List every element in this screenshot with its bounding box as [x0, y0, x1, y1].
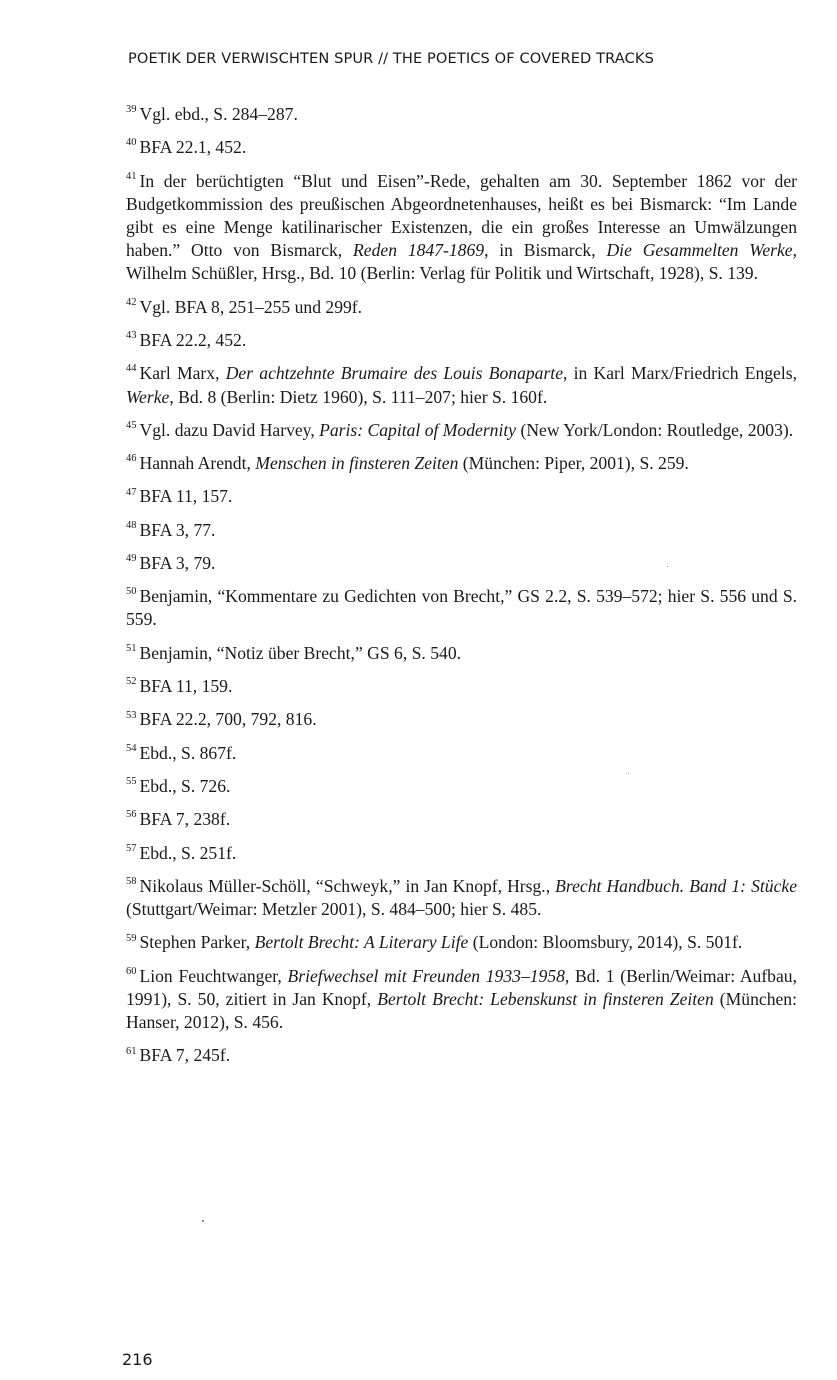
footnote-title: Menschen in finsteren Zeiten	[255, 453, 459, 474]
footnote-text: BFA 7, 238f.	[139, 809, 231, 830]
footnote-60	[126, 965, 797, 1035]
footnote-text: , Bd. 8 (Berlin: Dietz 1960), S. 111–207; hier S. 160f.	[169, 386, 548, 407]
footnote-title: Die Gesammelten Werke,	[606, 240, 798, 261]
running-head: POETIK DER VERWISCHTEN SPUR // THE POETICS OF COVERED TRACKS	[128, 50, 654, 67]
footnote-41	[126, 170, 797, 286]
footnote-40	[126, 136, 797, 159]
footnote-number: 56	[126, 809, 137, 821]
footnote-number: 51	[126, 642, 137, 654]
footnote-text: (London: Bloomsbury, 2014), S. 501f.	[468, 932, 743, 953]
footnote-text: Vgl. dazu David Harvey,	[139, 419, 320, 440]
footnote-text: Benjamin, “Notiz über Brecht,” GS 6, S. 540.	[139, 642, 462, 663]
footnote-47	[126, 485, 797, 508]
footnote-number: 47	[126, 486, 137, 498]
footnote-title: Brecht Handbuch. Band 1: Stücke	[555, 875, 797, 896]
footnote-49	[126, 552, 797, 575]
footnote-number: 55	[126, 776, 137, 788]
footnote-title: Briefwechsel mit Freunden 1933–1958,	[287, 965, 570, 986]
scan-speck	[202, 1220, 204, 1222]
scan-speck	[628, 773, 629, 774]
footnote-43	[126, 329, 797, 352]
footnote-number: 40	[126, 137, 137, 149]
footnote-text: BFA 22.1, 452.	[139, 137, 247, 158]
footnote-text: Karl Marx,	[139, 363, 226, 384]
footnote-50	[126, 585, 797, 631]
footnote-44	[126, 362, 797, 408]
footnote-text: (New York/London: Routledge, 2003).	[516, 419, 794, 440]
footnote-text: Benjamin, “Kommentare zu Gedichten von Brecht,” GS 2.2, S. 539–572; hier S. 556 und S. 559.	[126, 586, 797, 630]
footnote-number: 57	[126, 842, 137, 854]
footnote-title: Paris: Capital of Modernity	[319, 419, 517, 440]
footnote-title: Werke	[126, 386, 170, 407]
footnote-text: Hannah Arendt,	[139, 453, 256, 474]
footnote-39	[126, 103, 797, 126]
footnote-text: BFA 3, 79.	[139, 552, 216, 573]
footnote-number: 43	[126, 330, 137, 342]
footnote-61	[126, 1044, 797, 1067]
scan-speck	[667, 566, 668, 567]
footnote-number: 44	[126, 363, 137, 375]
footnote-title: Der achtzehnte Brumaire des Louis Bonaparte	[225, 363, 564, 384]
footnote-title: Reden 1847-1869	[353, 240, 485, 261]
footnote-45	[126, 419, 797, 442]
footnote-number: 42	[126, 296, 137, 308]
footnote-number: 50	[126, 586, 137, 598]
footnote-number: 53	[126, 709, 137, 721]
footnote-text: (München: Piper, 2001), S. 259.	[458, 453, 689, 474]
footnote-text: , in Karl Marx/Friedrich Engels,	[563, 363, 797, 384]
footnote-number: 61	[126, 1045, 137, 1057]
footnote-51	[126, 642, 797, 665]
footnote-54	[126, 742, 797, 765]
footnote-number: 39	[126, 104, 137, 116]
footnotes-list	[126, 103, 797, 1078]
footnote-number: 59	[126, 932, 137, 944]
footnote-text: Vgl. BFA 8, 251–255 und 299f.	[139, 296, 363, 317]
footnote-56	[126, 808, 797, 831]
footnote-58	[126, 875, 797, 921]
footnote-42	[126, 296, 797, 319]
footnote-text: Bd. 1 (Berlin/Weimar: Aufbau, 1991), S. 50, zitiert in Jan Knopf,	[126, 965, 797, 1009]
footnote-52	[126, 675, 797, 698]
footnote-number: 45	[126, 419, 137, 431]
footnote-text: In der berüchtigten “Blut und Eisen”-Rede, gehalten am 30. September 1862 vor der Budgetkommission des preußischen Abgeordnetenhauses, heißt es bei Bismarck: “Im Lande gibt es eine Menge katilinarischer Existenzen, die ein großes Interesse an Umwälzungen haben.” Otto von Bismarck,	[126, 170, 797, 261]
footnote-text: (München: Hanser, 2012), S. 456.	[126, 988, 797, 1033]
footnote-text: Ebd., S. 726.	[139, 775, 231, 796]
footnote-number: 49	[126, 553, 137, 565]
footnote-number: 41	[126, 170, 137, 182]
footnote-number: 54	[126, 742, 137, 754]
footnote-title: Bertolt Brecht: A Literary Life	[254, 932, 469, 953]
footnote-text: BFA 3, 77.	[139, 519, 216, 540]
footnote-title: Bertolt Brecht: Lebenskunst in finsteren Zeiten	[377, 988, 714, 1009]
footnote-55	[126, 775, 797, 798]
footnote-46	[126, 452, 797, 475]
footnote-57	[126, 842, 797, 865]
page-number: 216	[122, 1350, 153, 1369]
footnote-text: Ebd., S. 251f.	[139, 842, 237, 863]
footnote-text: BFA 7, 245f.	[139, 1045, 231, 1066]
footnote-text: Nikolaus Müller-Schöll, “Schweyk,” in Jan Knopf, Hrsg.,	[139, 875, 556, 896]
footnote-text: BFA 11, 159.	[139, 676, 233, 697]
footnote-text: Wilhelm Schüßler, Hrsg., Bd. 10 (Berlin: Verlag für Politik und Wirtschaft, 1928), S. 139.	[126, 263, 758, 284]
footnote-text: Stephen Parker,	[139, 932, 255, 953]
footnote-text: BFA 22.2, 700, 792, 816.	[139, 709, 317, 730]
footnote-text: , in Bismarck,	[484, 240, 607, 261]
footnote-text: Lion Feuchtwanger,	[139, 965, 288, 986]
footnote-48	[126, 519, 797, 542]
footnote-text: BFA 11, 157.	[139, 486, 233, 507]
footnote-text: Ebd., S. 867f.	[139, 742, 237, 763]
footnote-number: 48	[126, 519, 137, 531]
footnote-number: 58	[126, 876, 137, 887]
footnote-59	[126, 931, 797, 954]
footnote-number: 60	[126, 965, 137, 977]
footnote-number: 46	[126, 453, 137, 465]
footnote-text: BFA 22.2, 452.	[139, 330, 247, 350]
footnote-text: Vgl. ebd., S. 284–287.	[139, 104, 298, 124]
footnote-text: (Stuttgart/Weimar: Metzler 2001), S. 484–500; hier S. 485.	[126, 899, 542, 920]
footnote-53	[126, 708, 797, 731]
footnote-number: 52	[126, 676, 137, 688]
